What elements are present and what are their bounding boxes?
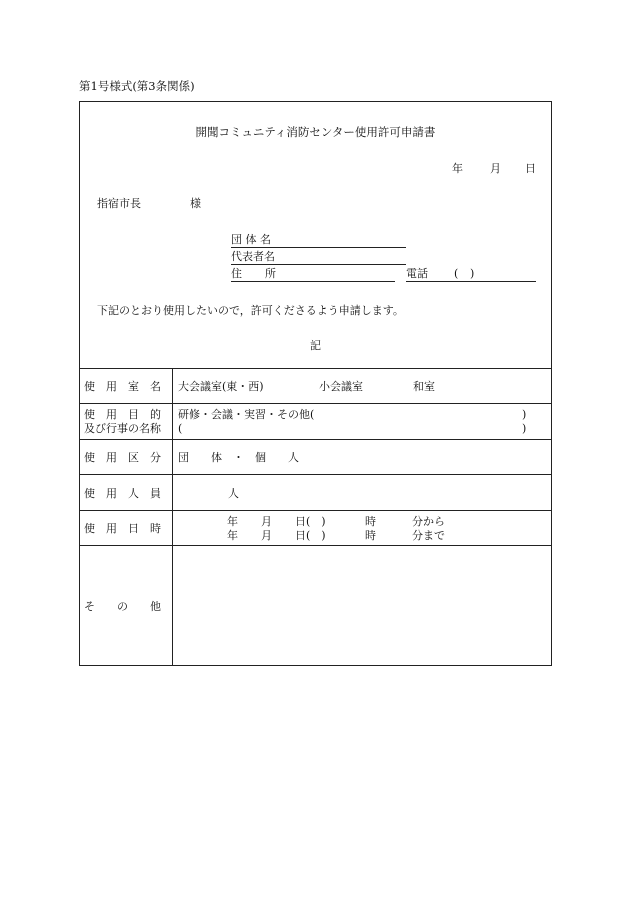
room-option-small[interactable]: 小会議室 bbox=[319, 380, 363, 393]
start-hour: 時 bbox=[365, 515, 376, 528]
date-year-label: 年 bbox=[452, 162, 463, 175]
people-unit: 人 bbox=[228, 487, 239, 500]
row-divider bbox=[80, 510, 551, 511]
purpose-line2-close: ) bbox=[522, 422, 527, 435]
phone-paren-open: ( bbox=[454, 267, 459, 280]
application-form bbox=[79, 101, 552, 666]
category-label: 使 用 区 分 bbox=[84, 451, 161, 464]
purpose-label-line2: 及び行事の名称 bbox=[84, 422, 161, 435]
purpose-line1[interactable]: 研修・会議・実習・その他( bbox=[178, 408, 315, 421]
phone-label: 電話 bbox=[406, 267, 428, 280]
room-option-washitsu[interactable]: 和室 bbox=[413, 380, 435, 393]
phone-field[interactable] bbox=[406, 281, 536, 282]
datetime-label: 使 用 日 時 bbox=[84, 522, 161, 535]
group-name-field[interactable] bbox=[231, 247, 406, 248]
addressee-name: 指宿市長 bbox=[97, 197, 141, 210]
row-divider bbox=[80, 474, 551, 475]
table-top-border bbox=[80, 368, 551, 369]
end-hour: 時 bbox=[365, 529, 376, 542]
representative-field[interactable] bbox=[231, 264, 406, 265]
people-label: 使 用 人 員 bbox=[84, 487, 161, 500]
end-day: 日( ) bbox=[295, 529, 326, 542]
address-label-1: 住 bbox=[231, 267, 242, 280]
row-divider bbox=[80, 439, 551, 440]
purpose-line1-close: ) bbox=[522, 408, 527, 421]
purpose-line2[interactable]: ( bbox=[178, 422, 183, 435]
start-year: 年 bbox=[227, 515, 238, 528]
form-number-label: 第1号様式(第3条関係) bbox=[79, 79, 195, 93]
date-month-label: 月 bbox=[490, 162, 501, 175]
category-value[interactable]: 団 体 ・ 個 人 bbox=[178, 451, 299, 464]
phone-paren-close: ) bbox=[470, 267, 475, 280]
room-option-large[interactable]: 大会議室(東・西) bbox=[178, 380, 264, 393]
date-day-label: 日 bbox=[525, 162, 536, 175]
address-label-2: 所 bbox=[265, 267, 276, 280]
request-text: 下記のとおり使用したいので，許可くださるよう申請します。 bbox=[97, 304, 404, 317]
group-name-label: 団 体 名 bbox=[231, 233, 271, 246]
row-divider bbox=[80, 403, 551, 404]
ki-label: 記 bbox=[310, 339, 321, 352]
room-label: 使 用 室 名 bbox=[84, 380, 161, 393]
representative-label: 代表者名 bbox=[231, 250, 275, 263]
end-month: 月 bbox=[261, 529, 272, 542]
start-minute: 分から bbox=[412, 515, 445, 528]
addressee-honorific: 様 bbox=[190, 197, 201, 210]
end-minute: 分まで bbox=[412, 529, 445, 542]
other-field[interactable] bbox=[173, 546, 551, 665]
end-year: 年 bbox=[227, 529, 238, 542]
start-month: 月 bbox=[261, 515, 272, 528]
address-field[interactable] bbox=[231, 281, 395, 282]
start-day: 日( ) bbox=[295, 515, 326, 528]
other-label: そ の 他 bbox=[84, 600, 161, 613]
purpose-label-line1: 使 用 目 的 bbox=[84, 408, 161, 421]
form-title: 開聞コミュニティ消防センター使用許可申請書 bbox=[195, 125, 436, 139]
